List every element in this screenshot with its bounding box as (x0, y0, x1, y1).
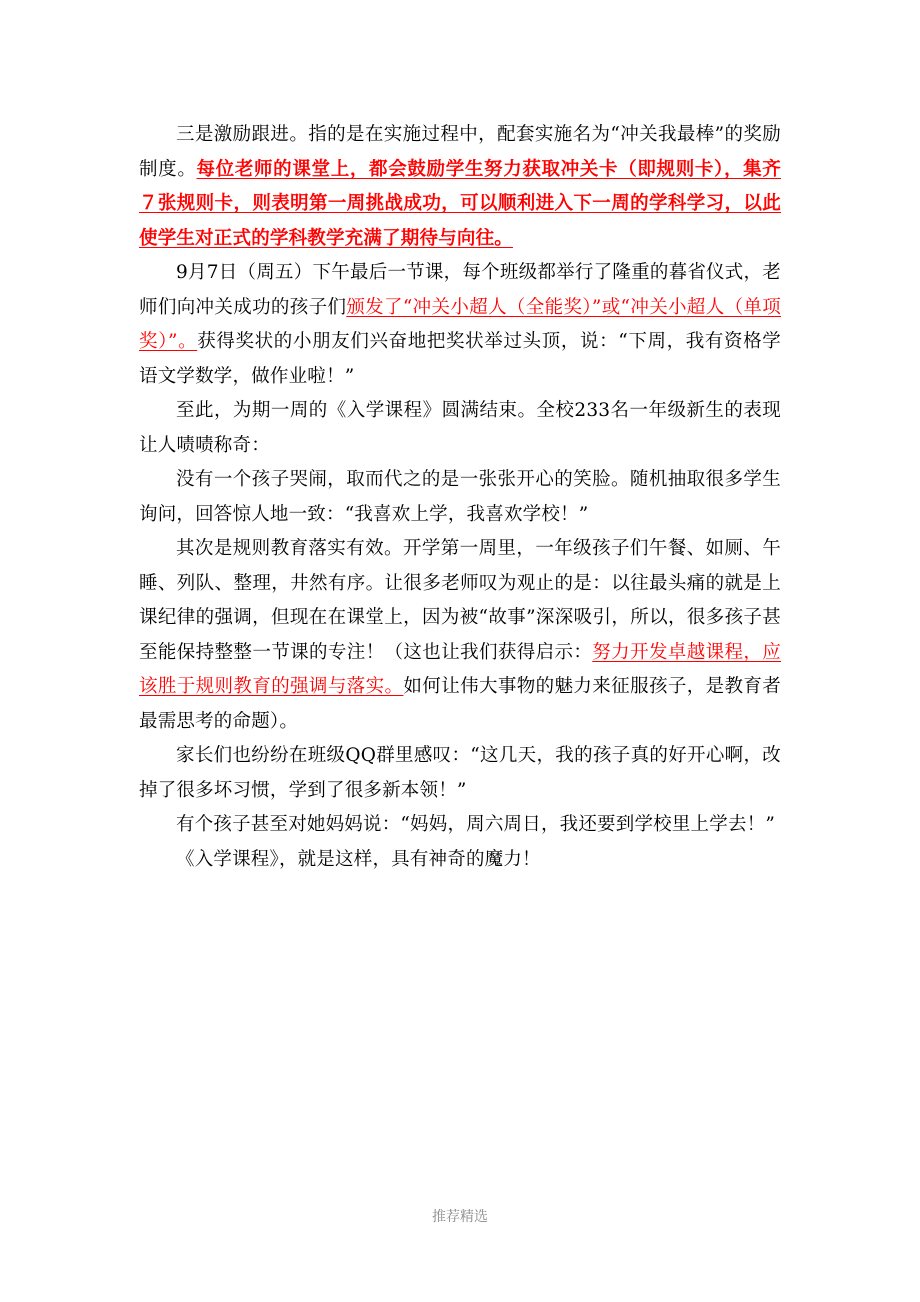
paragraph-rules-highlight: 努力开发卓越课程，应该胜于规则教育的强调与落实。 (139, 641, 781, 697)
paragraph-rules (139, 532, 781, 739)
paragraph-incentive-highlight: 每位老师的课堂上，都会鼓励学生努力获取冲关卡（即规则卡），集齐７张规则卡，则表明第一周挑战成功，可以顺利进入下一周的学科学习，以此使学生对正式的学科教学充满了期待与向往。 (139, 158, 782, 249)
paragraph-ceremony-rest: 获得奖状的小朋友们兴奋地把奖状举过头顶，说：“下周，我有资格学语文学数学，做作业啦！” (139, 331, 781, 387)
paragraph-rules-intro: 其次是规则教育落实有效。开学第一周里，一年级孩子们午餐、如厕、午睡、列队、整理，井然有序。让很多老师叹为观止的是：以往最头痛的就是上课纪律的强调，但现在在课堂上，因为被“故事”深深吸引，所以，很多孩子甚至能保持整整一节课的专注！（这也让我们获得启示： (139, 538, 781, 663)
paragraph-ceremony-intro: 9月7日（周五）下午最后一节课，每个班级都举行了隆重的暮省仪式，老师们向冲关成功的孩子们 (139, 262, 781, 318)
paragraph-no-crying (139, 463, 781, 532)
page-footer: 推荐精选 (432, 1209, 488, 1225)
paragraph-ceremony-highlight: 颁发了“冲关小超人（全能奖）”或“冲关小超人（单项奖）”。 (139, 296, 781, 352)
paragraph-ceremony (139, 256, 781, 394)
document-body (139, 118, 781, 877)
paragraph-incentive-intro: 三是激励跟进。指的是在实施过程中，配套实施名为“冲关我最棒”的奖励制度。 (139, 124, 781, 180)
paragraph-closing (139, 843, 781, 878)
paragraph-conclusion-text: 至此，为期一周的《入学课程》圆满结束。全校233名一年级新生的表现让人啧啧称奇： (139, 400, 781, 456)
paragraph-incentive (139, 118, 781, 256)
paragraph-no-crying-text: 没有一个孩子哭闹，取而代之的是一张张开心的笑脸。随机抽取很多学生询问，回答惊人地一致：“我喜欢上学，我喜欢学校！” (139, 469, 781, 525)
paragraph-parents-text: 家长们也纷纷在班级QQ群里感叹：“这几天，我的孩子真的好开心啊，改掉了很多坏习惯，学到了很多新本领！” (139, 745, 781, 801)
paragraph-rules-rest: 如何让伟大事物的魅力来征服孩子，是教育者最需思考的命题）。 (139, 676, 781, 732)
paragraph-child-quote (139, 808, 781, 843)
paragraph-child-quote-text: 有个孩子甚至对她妈妈说：“妈妈，周六周日，我还要到学校里上学去！” (176, 814, 776, 835)
paragraph-parents (139, 739, 781, 808)
paragraph-closing-text: 《入学课程》，就是这样，具有神奇的魔力！ (176, 848, 541, 870)
paragraph-conclusion (139, 394, 781, 463)
